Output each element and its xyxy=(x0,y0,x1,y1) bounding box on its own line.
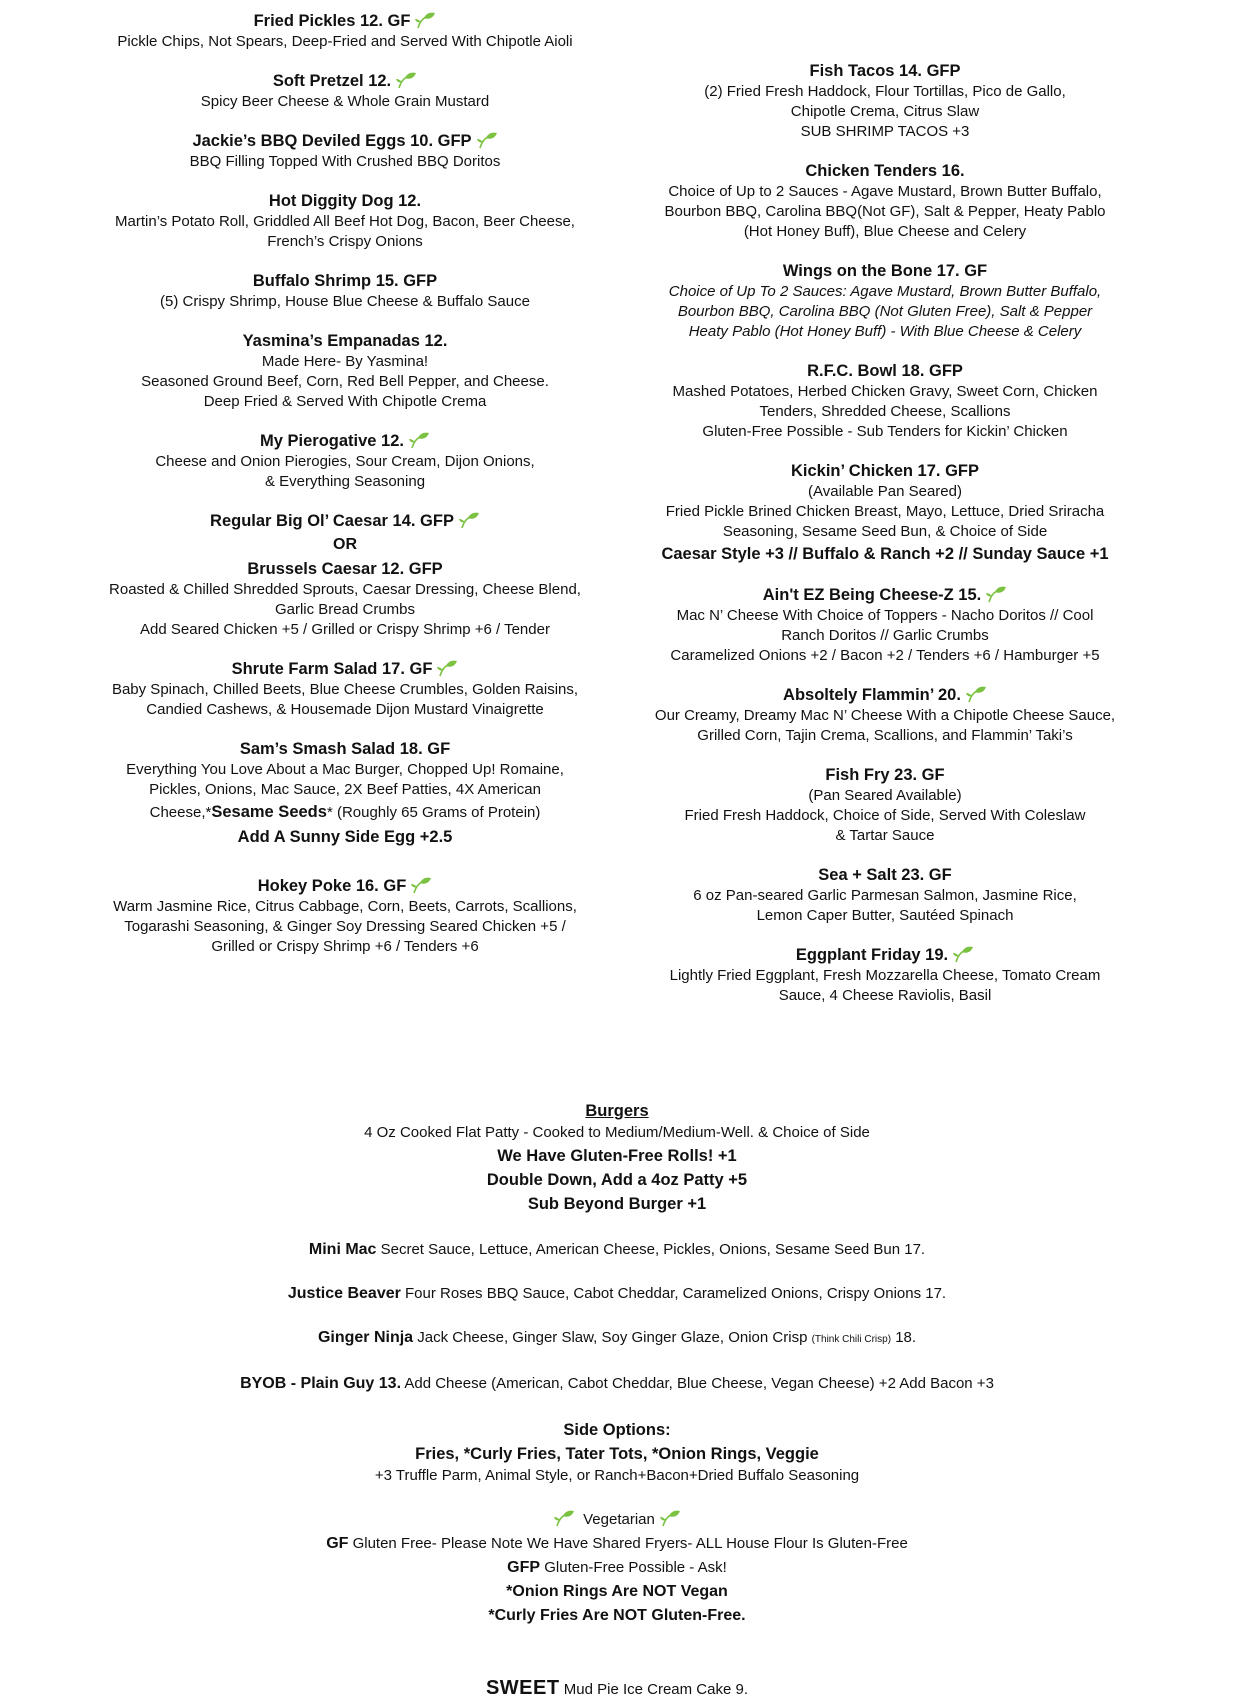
item-desc-line: Add Seared Chicken +5 / Grilled or Crispy Shrimp +6 / Tender xyxy=(140,621,550,638)
side-options xyxy=(0,1418,1234,1486)
legend-code: GF xyxy=(326,1535,349,1552)
leaf-icon xyxy=(553,1509,575,1527)
leaf-icon xyxy=(414,11,436,29)
item-desc-line: Mashed Potatoes, Herbed Chicken Gravy, Sweet Corn, Chicken xyxy=(672,383,1098,400)
legend-code: GFP xyxy=(507,1559,541,1576)
item-title: Kickin’ Chicken 17. GFP xyxy=(791,462,979,480)
item-desc-line: & Everything Seasoning xyxy=(264,473,426,490)
item-desc-line: (5) Crispy Shrimp, House Blue Cheese & Buffalo Sauce xyxy=(160,293,530,310)
legend-desc: Gluten-Free Possible - Ask! xyxy=(540,1559,727,1576)
burger-desc: Jack Cheese, Ginger Slaw, Soy Ginger Glaze, Onion Crisp xyxy=(413,1329,812,1346)
burger-desc: Add Cheese (American, Cabot Cheddar, Blue Cheese, Vegan Cheese) +2 Add Bacon +3 xyxy=(401,1375,994,1392)
menu-item-kickin xyxy=(635,460,1135,566)
item-desc-line: (Available Pan Seared) xyxy=(808,483,962,500)
leaf-icon xyxy=(476,131,498,149)
sweet-section xyxy=(0,1676,1234,1702)
item-title: Brussels Caesar 12. GFP xyxy=(247,560,443,578)
burger-name: Ginger Ninja xyxy=(317,1329,414,1346)
legend-warning: *Onion Rings Are NOT Vegan xyxy=(506,1583,728,1600)
item-desc-line: Baby Spinach, Chilled Beets, Blue Cheese Crumbles, Golden Raisins, xyxy=(111,681,579,698)
legend-vegetarian xyxy=(0,1508,1234,1532)
burger-note: (Think Chili Crisp) xyxy=(811,1334,892,1345)
item-title: Shrute Farm Salad 17. GF xyxy=(231,660,433,678)
item-desc-line: Bourbon BBQ, Carolina BBQ(Not GF), Salt & Pepper, Heaty Pablo xyxy=(664,203,1106,220)
menu-item xyxy=(635,584,1135,666)
item-desc-line: Tenders, Shredded Cheese, Scallions xyxy=(759,403,1011,420)
sides-upgrades: +3 Truffle Parm, Animal Style, or Ranch+Bacon+Dried Buffalo Seasoning xyxy=(374,1467,860,1484)
item-desc-line: Lemon Caper Butter, Sautéed Spinach xyxy=(756,907,1014,924)
menu-item xyxy=(90,190,600,252)
legend-warning: *Curly Fries Are NOT Gluten-Free. xyxy=(488,1607,746,1624)
item-desc-line xyxy=(90,800,600,825)
item-desc-line: (Hot Honey Buff), Blue Cheese and Celery xyxy=(743,223,1027,240)
menu-item-sams xyxy=(90,738,600,849)
burger-justice-beaver xyxy=(0,1284,1234,1304)
menu-item xyxy=(90,330,600,412)
item-title: Soft Pretzel 12. xyxy=(272,72,392,90)
burger-ginger-ninja xyxy=(0,1328,1234,1350)
item-desc-line: Warm Jasmine Rice, Citrus Cabbage, Corn, Beets, Carrots, Scallions, xyxy=(113,898,577,915)
menu-item xyxy=(635,684,1135,746)
item-desc-line: Sauce, 4 Cheese Raviolis, Basil xyxy=(778,987,992,1004)
legend-gfp xyxy=(0,1556,1234,1580)
item-desc-line: Our Creamy, Dreamy Mac N’ Cheese With a Chipotle Cheese Sauce, xyxy=(654,707,1116,724)
sweet-label: SWEET xyxy=(485,1677,560,1699)
item-desc-line: Lightly Fried Eggplant, Fresh Mozzarella Cheese, Tomato Cream xyxy=(669,967,1101,984)
item-title: Buffalo Shrimp 15. GFP xyxy=(252,272,438,290)
menu-item-caesar xyxy=(90,510,600,640)
item-desc-line: Spicy Beer Cheese & Whole Grain Mustard xyxy=(200,93,490,110)
burgers-note: We Have Gluten-Free Rolls! +1 xyxy=(497,1147,737,1165)
item-desc-line: Grilled or Crispy Shrimp +6 / Tenders +6 xyxy=(211,938,479,955)
legend xyxy=(0,1508,1234,1628)
item-title: Jackie’s BBQ Deviled Eggs 10. GFP xyxy=(192,132,472,150)
item-desc-line: Mac N’ Cheese With Choice of Toppers - Nacho Doritos // Cool xyxy=(676,607,1094,624)
item-desc-line: Fried Fresh Haddock, Choice of Side, Served With Coleslaw xyxy=(684,807,1086,824)
item-desc-line: Pickles, Onions, Mac Sauce, 2X Beef Patties, 4X American xyxy=(149,781,541,798)
item-desc-line: Togarashi Seasoning, & Ginger Soy Dressing Seared Chicken +5 / xyxy=(124,918,566,935)
item-title: Eggplant Friday 19. xyxy=(795,946,949,964)
item-desc-line: BBQ Filling Topped With Crushed BBQ Doritos xyxy=(189,153,501,170)
item-title: Wings on the Bone 17. GF xyxy=(782,262,988,280)
menu-item xyxy=(635,944,1135,1006)
item-title: Absoltely Flammin’ 20. xyxy=(783,686,961,704)
item-title: My Pierogative 12. xyxy=(260,432,404,450)
menu-item xyxy=(635,864,1135,926)
burger-name: BYOB - Plain Guy 13. xyxy=(240,1375,402,1392)
menu-item xyxy=(90,70,600,112)
leaf-icon xyxy=(436,659,458,677)
burger-name: Justice Beaver xyxy=(287,1285,401,1302)
leaf-icon xyxy=(985,585,1007,603)
left-column xyxy=(90,10,600,975)
item-desc-line: Pickle Chips, Not Spears, Deep-Fried and Served With Chipotle Aioli xyxy=(117,33,573,50)
item-desc-line: 6 oz Pan-seared Garlic Parmesan Salmon, Jasmine Rice, xyxy=(693,887,1077,904)
legend-onion xyxy=(0,1580,1234,1604)
item-title: Fish Fry 23. GF xyxy=(825,766,945,784)
item-desc-line: French’s Crispy Onions xyxy=(267,233,423,250)
menu-item xyxy=(90,430,600,492)
burger-price: 18. xyxy=(891,1329,917,1346)
text-part: * (Roughly 65 Grams of Protein) xyxy=(326,804,541,821)
item-extra: Add A Sunny Side Egg +2.5 xyxy=(237,828,453,846)
item-desc-line: Choice of Up To 2 Sauces: Agave Mustard, Brown Butter Buffalo, xyxy=(668,283,1102,300)
item-title: Regular Big Ol’ Caesar 14. GFP xyxy=(210,512,454,530)
item-desc-line: Caramelized Onions +2 / Bacon +2 / Tenders +6 / Hamburger +5 xyxy=(670,647,1100,664)
menu-item-poke xyxy=(90,875,600,957)
item-desc-line: Cheese and Onion Pierogies, Sour Cream, Dijon Onions, xyxy=(155,453,535,470)
burger-mini-mac xyxy=(0,1240,1234,1260)
item-title: Hot Diggity Dog 12. xyxy=(268,192,422,210)
item-desc-line: Seasoning, Sesame Seed Bun, & Choice of Side xyxy=(722,523,1048,540)
item-extra: Caesar Style +3 // Buffalo & Ranch +2 // Sunday Sauce +1 xyxy=(661,545,1109,563)
right-column xyxy=(635,60,1135,1024)
item-desc-line: Heaty Pablo (Hot Honey Buff) - With Blue Cheese & Celery xyxy=(688,323,1082,340)
item-desc-line: SUB SHRIMP TACOS +3 xyxy=(800,123,970,140)
item-desc-line: (Pan Seared Available) xyxy=(808,787,962,804)
burgers-title: Burgers xyxy=(585,1102,649,1120)
item-title: Sea + Salt 23. GF xyxy=(818,866,952,884)
legend-gf xyxy=(0,1532,1234,1556)
menu-item xyxy=(635,260,1135,342)
sides-title: Side Options: xyxy=(563,1421,671,1439)
leaf-icon xyxy=(965,685,987,703)
item-desc-line: Seasoned Ground Beef, Corn, Red Bell Pepper, and Cheese. xyxy=(141,373,549,390)
item-title: Fish Tacos 14. GFP xyxy=(809,62,961,80)
item-title: Yasmina’s Empanadas 12. xyxy=(242,332,448,350)
text-part: Cheese,* xyxy=(149,804,212,821)
item-desc-line: Bourbon BBQ, Carolina BBQ (Not Gluten Free), Salt & Pepper xyxy=(677,303,1093,320)
menu-item-shrute xyxy=(90,658,600,720)
item-desc-line: Roasted & Chilled Shredded Sprouts, Caesar Dressing, Cheese Blend, xyxy=(109,581,581,598)
menu-item xyxy=(90,10,600,52)
item-desc-line: Garlic Bread Crumbs xyxy=(274,601,416,618)
burger-name: Mini Mac xyxy=(308,1241,377,1258)
legend-veg-label: Vegetarian xyxy=(583,1511,655,1528)
leaf-icon xyxy=(395,71,417,89)
item-desc-line: & Tartar Sauce xyxy=(835,827,935,844)
text-part: Sesame Seeds xyxy=(211,803,327,821)
item-desc-line: Fried Pickle Brined Chicken Breast, Mayo, Lettuce, Dried Sriracha xyxy=(665,503,1105,520)
leaf-icon xyxy=(408,431,430,449)
burgers-note: Sub Beyond Burger +1 xyxy=(527,1195,707,1213)
item-desc-line: Gluten-Free Possible - Sub Tenders for Kickin’ Chicken xyxy=(702,423,1068,440)
burgers-section xyxy=(0,1100,1234,1702)
menu-item xyxy=(635,764,1135,846)
menu-item xyxy=(635,360,1135,442)
item-desc-line: Martin’s Potato Roll, Griddled All Beef Hot Dog, Bacon, Beer Cheese, xyxy=(115,213,575,230)
menu-item xyxy=(635,60,1135,142)
legend-curly xyxy=(0,1604,1234,1628)
item-desc-line: Everything You Love About a Mac Burger, Chopped Up! Romaine, xyxy=(126,761,564,778)
item-desc-line: Grilled Corn, Tajin Crema, Scallions, and Flammin’ Taki’s xyxy=(697,727,1073,744)
burger-byob xyxy=(0,1374,1234,1394)
sweet-desc: Mud Pie Ice Cream Cake 9. xyxy=(559,1681,749,1698)
item-desc-line: Chipotle Crema, Citrus Slaw xyxy=(790,103,980,120)
item-title: R.F.C. Bowl 18. GFP xyxy=(807,362,963,380)
sides-list: Fries, *Curly Fries, Tater Tots, *Onion Rings, Veggie xyxy=(415,1445,819,1463)
leaf-icon xyxy=(659,1509,681,1527)
item-desc-line: (2) Fried Fresh Haddock, Flour Tortillas, Pico de Gallo, xyxy=(704,83,1066,100)
menu-item xyxy=(90,130,600,172)
leaf-icon xyxy=(458,511,480,529)
item-desc-line: Ranch Doritos // Garlic Crumbs xyxy=(781,627,989,644)
leaf-icon xyxy=(952,945,974,963)
burger-desc: Four Roses BBQ Sauce, Cabot Cheddar, Caramelized Onions, Crispy Onions 17. xyxy=(400,1285,947,1302)
item-desc-line: Choice of Up to 2 Sauces - Agave Mustard, Brown Butter Buffalo, xyxy=(668,183,1102,200)
menu-item xyxy=(635,160,1135,242)
item-desc-line: Made Here- By Yasmina! xyxy=(261,353,429,370)
item-title: Ain't EZ Being Cheese-Z 15. xyxy=(762,586,982,604)
leaf-icon xyxy=(410,876,432,894)
burger-desc: Secret Sauce, Lettuce, American Cheese, Pickles, Onions, Sesame Seed Bun 17. xyxy=(376,1241,926,1258)
item-title: Sam’s Smash Salad 18. GF xyxy=(239,740,451,758)
menu-item xyxy=(90,270,600,312)
item-desc-line: Candied Cashews, & Housemade Dijon Mustard Vinaigrette xyxy=(146,701,544,718)
or-label: OR xyxy=(333,536,357,553)
legend-desc: Gluten Free- Please Note We Have Shared Fryers- ALL House Flour Is Gluten-Free xyxy=(348,1535,908,1552)
burgers-subtitle: 4 Oz Cooked Flat Patty - Cooked to Medium/Medium-Well. & Choice of Side xyxy=(364,1124,870,1141)
item-title: Hokey Poke 16. GF xyxy=(257,877,407,895)
item-title: Fried Pickles 12. GF xyxy=(253,12,411,30)
item-desc-line: Deep Fried & Served With Chipotle Crema xyxy=(203,393,487,410)
item-title: Chicken Tenders 16. xyxy=(805,162,965,180)
burgers-note: Double Down, Add a 4oz Patty +5 xyxy=(486,1171,748,1189)
